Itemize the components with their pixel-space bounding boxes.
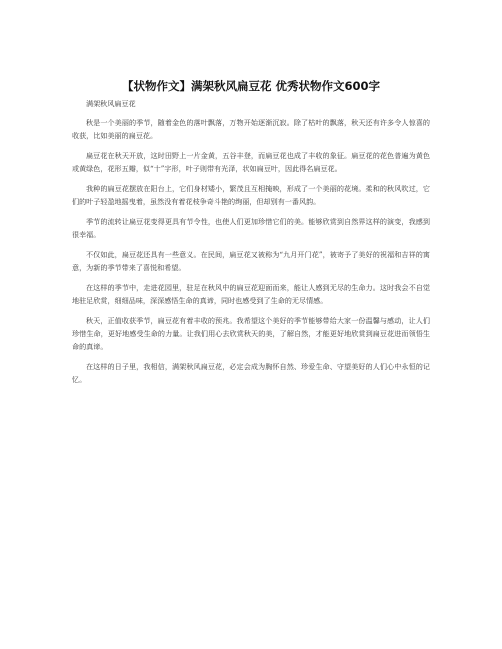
- paragraph: 扁豆花在秋天开放，这时田野上一片金黄，五谷丰登，而扁豆花也成了丰收的象征。扁豆花的花色普遍为黄色或黄绿色，花形五瓣，似“十”字形，叶子则带有光泽，状如扁豆叶，因此得名扁豆花。: [72, 151, 430, 173]
- paragraph: 季节的流转让扁豆花变得更具有节令性，也使人们更加珍惜它们的美。能够欣赏到自然界这样的演变，我感到很幸福。: [72, 217, 430, 239]
- paragraph: 我种的扁豆花摆放在阳台上，它们身材矮小，繁茂且互相掩映，形成了一个美丽的花境。柔和的秋风吹过，它们的叶子轻盈地摇曳着，虽然没有着花枝争奇斗艳的绚丽，但却别有一番风韵。: [72, 184, 430, 206]
- document-body: [72, 97, 430, 393]
- paragraph: 在这样的季节中，走进花园里，驻足在秋风中的扁豆花迎面而来，能让人感到无尽的生命力。这时我会不自觉地驻足欣赏，细细品味，深深感悟生命的真谛，同时也感受到了生命的无尽情感。: [72, 283, 430, 305]
- article-subtitle: 满架秋风扁豆花: [86, 99, 136, 108]
- paragraph: 不仅如此，扁豆花还具有一些意义。在民间，扁豆花又被称为“九月开门花”，被寄予了美好的祝福和吉祥的寓意，为新的季节带来了喜悦和希望。: [72, 250, 430, 272]
- document-title: 【状物作文】满架秋风扁豆花 优秀状物作文600字: [121, 79, 380, 93]
- paragraph: 秋是一个美丽的季节，随着金色的落叶飘落，万物开始逐渐沉寂。除了枯叶的飘落，秋天还有许多令人惊喜的收获，比如美丽的扁豆花。: [72, 118, 430, 140]
- paragraph: 秋天，正值收获季节，扁豆花有着丰收的预兆。我希望这个美好的季节能够带给大家一份温馨与感动，让人们珍惜生命，更好地感受生命的力量。让我们用心去欣赏秋天的美，了解自然，才能更好地欣赏到扁豆花进而领悟生命的真谛。: [72, 316, 430, 351]
- paragraph: 在这样的日子里，我相信，满架秋风扁豆花，必定会成为胸怀自然、珍爱生命、守望美好的人们心中永恒的记忆。: [72, 362, 430, 384]
